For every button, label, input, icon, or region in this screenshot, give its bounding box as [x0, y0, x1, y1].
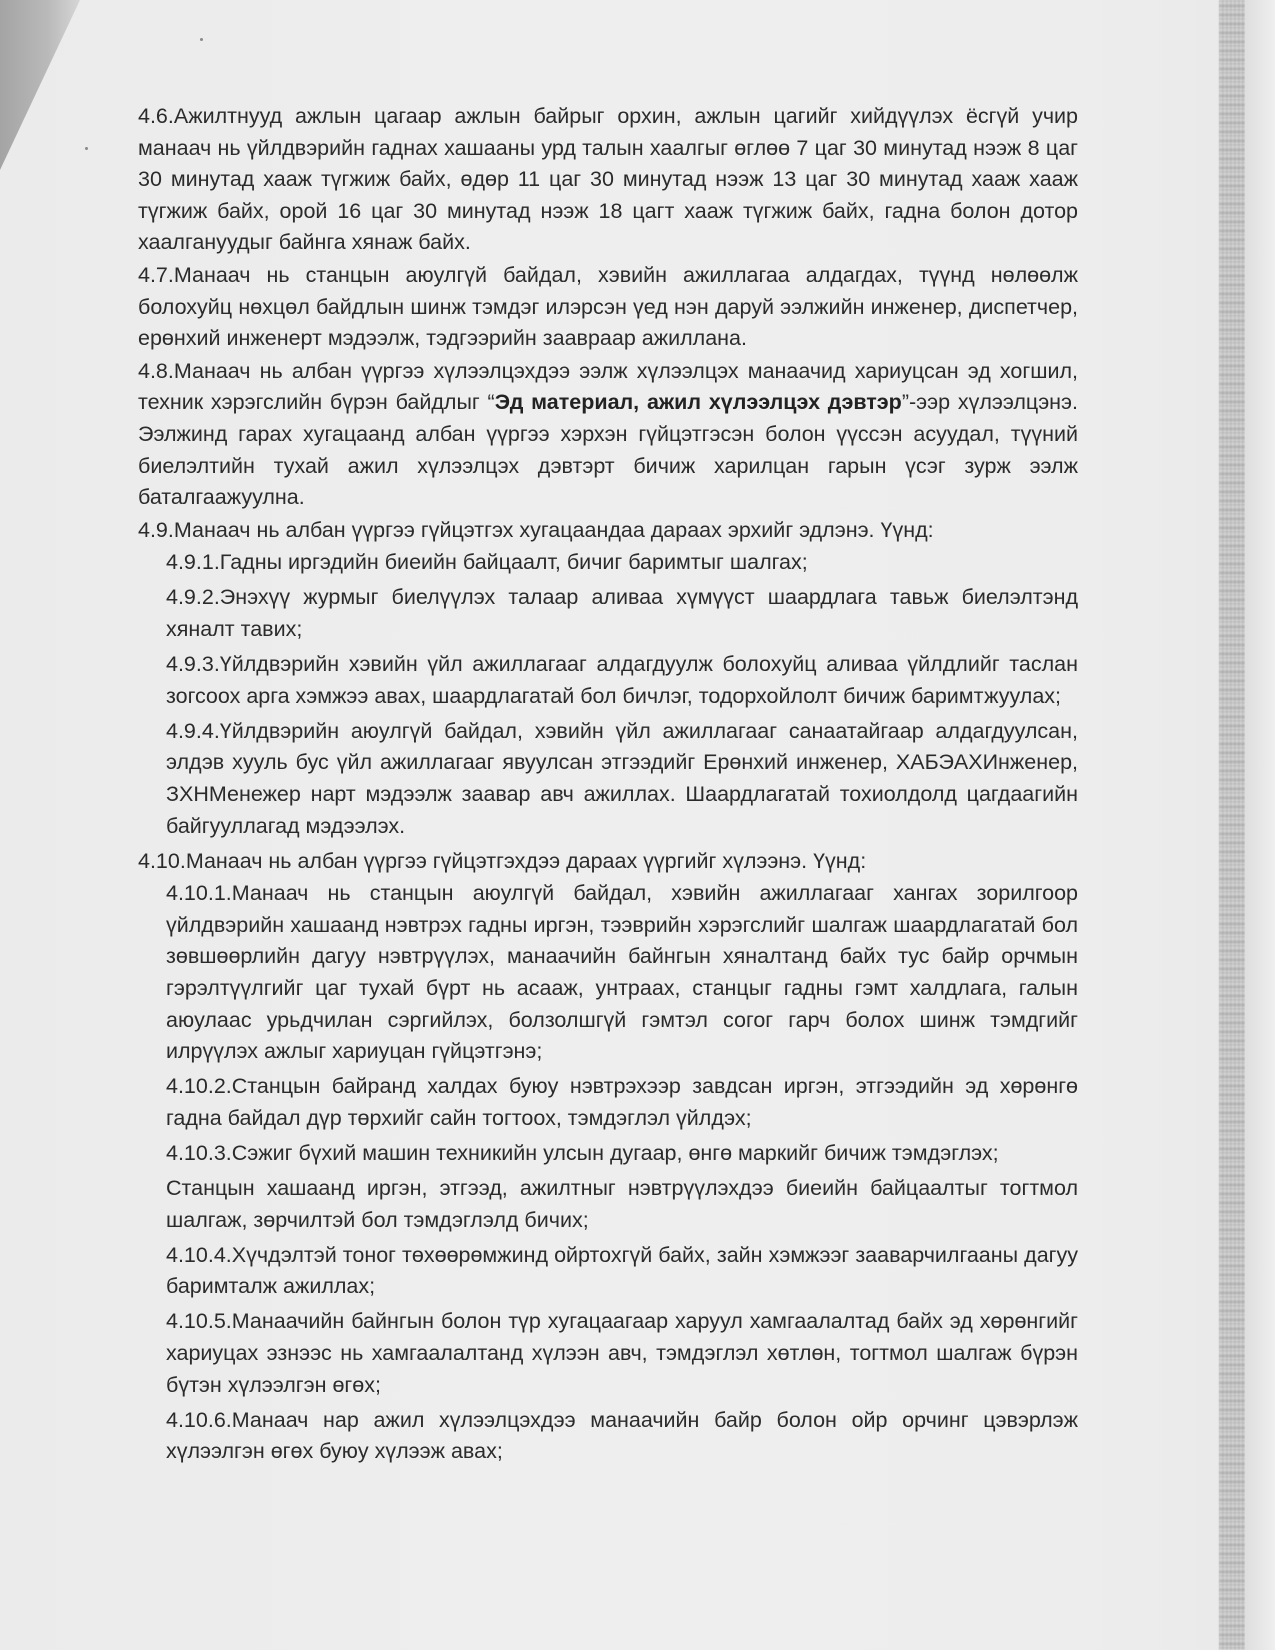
clause-4-9: 4.9.Манаач нь албан үүргээ гүйцэтгэх хугацаандаа дараах эрхийг эдлэнэ. Үүнд: — [138, 517, 934, 542]
scan-binding-edge — [1215, 0, 1275, 1650]
clause-4-10-unnumbered: Станцын хашаанд иргэн, этгээд, ажилтныг нэвтрүүлэхдээ биеийн байцаалтыг тогтмол шалгаж, зөрчилтэй бол тэмдэглэлд бичих; — [166, 1176, 1078, 1232]
clause-4-10-1: 4.10.1.Манаач нь станцын аюулгүй байдал, хэвийн ажиллагааг хангах зорилгоор үйлдвэрийн хашаанд нэвтрэх гадны иргэн, тээврийн хэрэгслийг шалгаж шаардлагатай бол зөвшөөрлийн дагуу нэвтрүүлэх, манаачийн байнгын хяналтанд байх тус байр орчмын гэрэлтүүлгийг цаг тухай бүрт нь асааж, унтраах, станцыг гадны гэмт халдлага, галын аюулаас урьдчилан сэргийлэх, болзолшгүй гэмтэл согог гарч болох шинж тэмдгийг илрүүлэх ажлыг хариуцан гүйцэтгэнэ; — [166, 881, 1078, 1064]
clause-4-9-3: 4.9.3.Үйлдвэрийн хэвийн үйл ажиллагааг алдагдуулж болохуйц аливаа үйлдлийг таслан зогсоох арга хэмжээ авах, шаардлагатай бол бичлэг, тодорхойлолт бичиж баримтжуулах; — [166, 652, 1078, 708]
clause-4-10-2: 4.10.2.Станцын байранд халдах буюу нэвтрэхээр завдсан иргэн, этгээдийн эд хөрөнгө гадна байдал дүр төрхийг сайн тогтоох, тэмдэглэл үйлдэх; — [166, 1074, 1078, 1130]
scan-corner-shadow — [0, 0, 80, 170]
clause-4-10-5: 4.10.5.Манаачийн байнгын болон түр хугацаагаар харуул хамгаалалтад байх эд хөрөнгийг хариуцах эзнээс нь хамгаалалтанд хүлээн авч, тэмдэглэл хөтлөн, тогтмол шалгаж бүрэн бүтэн хүлээлгэн өгөх; — [166, 1309, 1078, 1397]
clause-4-10-3: 4.10.3.Сэжиг бүхий машин техникийн улсын дугаар, өнгө маркийг бичиж тэмдэглэх; — [166, 1141, 999, 1165]
clause-4-7: 4.7.Манаач нь станцын аюулгүй байдал, хэвийн ажиллагаа алдагдах, түүнд нөлөөлж болохуйц нөхцөл байдлын шинж тэмдэг илэрсэн үед нэн даруй ээлжийн инженер, диспетчер, ерөнхий инженерт мэдээлж, тэдгээрийн зааврaар ажиллана. — [138, 262, 1078, 351]
clause-4-9-4: 4.9.4.Үйлдвэрийн аюулгүй байдал, хэвийн үйл ажиллагааг санаатайгаар алдагдуулсан, элдэв хууль бус үйл ажиллагааг явуулсан этгээдийг Ерөнхий инженер, ХАБЭАХИнженер, ЗХНМенежер нарт мэдээлж заавар авч ажиллах. Шаардлагатай тохиолдолд цагдаагийн байгууллагад мэдээлэх. — [166, 718, 1078, 838]
clause-4-9-2: 4.9.2.Энэхүү журмыг биелүүлэх талаар аливаа хүмүүст шаардлага тавьж биелэлтэнд хяналт тавих; — [166, 585, 1078, 641]
clause-4-8-text-start: 4.8.Манаач нь албан үүргээ хүлээлцэхдээ ээлж хүлээлцэх манаачид хариуцсан эд хогшил, техник хэрэгслийн бүрэн байдлыг “ — [138, 358, 1078, 415]
scan-speck — [85, 147, 88, 150]
clause-4-8-text-end: ”-ээр хүлээлцэнэ. Ээлжинд гарах хугацаанд албан үүргээ хэрхэн гүйцэтгэсэн болон үүссэн асуудал, түүний биелэлтийн тухай ажил хүлээлцэх дэвтэрт бичиж харилцан гарын үсэг зурж ээлж баталгаажуулна. — [138, 390, 1078, 510]
document-body — [138, 101, 1078, 1471]
clause-4-10-4: 4.10.4.Хүчдэлтэй тоног төхөөрөмжинд ойртохгүй байх, зайн хэмжээг зааварчилгааны дагуу баримталж ажиллах; — [166, 1242, 1078, 1299]
clause-4-9-1: 4.9.1.Гадны иргэдийн биеийн байцаалт, бичиг баримтыг шалгах; — [166, 550, 808, 575]
clause-4-6: 4.6.Ажилтнууд ажлын цагаар ажлын байрыг орхин, ажлын цагийг хийдүүлэх ёсгүй учир манаач нь үйлдвэрийн гаднах хашааны урд талын хаалгыг өглөө 7 цаг 30 минутад нээж 8 цаг 30 минутад хааж түгжиж байх, өдөр 11 цаг 30 минутад нээж 13 цаг 30 минутад хааж хааж түгжиж байх, орой 16 цаг 30 минутад нээж 18 цагт хааж түгжиж байх, гадна болон дотор хаалгануудыг байнга хянаж байх. — [138, 104, 1078, 255]
binding-edge-speckle — [1219, 0, 1245, 1650]
scan-speck — [200, 38, 203, 41]
binding-edge-margin — [1245, 0, 1275, 1650]
clause-4-8-logbook-title: Эд материал, ажил хүлээлцэх дэвтэр — [494, 390, 902, 415]
clause-4-10: 4.10.Манаач нь албан үүргээ гүйцэтгэхдээ дараах үүргийг хүлээнэ. Үүнд: — [138, 848, 867, 873]
clause-4-8 — [138, 356, 1078, 514]
clause-4-10-6: 4.10.6.Манаач нар ажил хүлээлцэхдээ манаачийн байр болон ойр орчинг цэвэрлэж хүлээлгэн өгөх буюу хүлээж авах; — [166, 1407, 1078, 1464]
